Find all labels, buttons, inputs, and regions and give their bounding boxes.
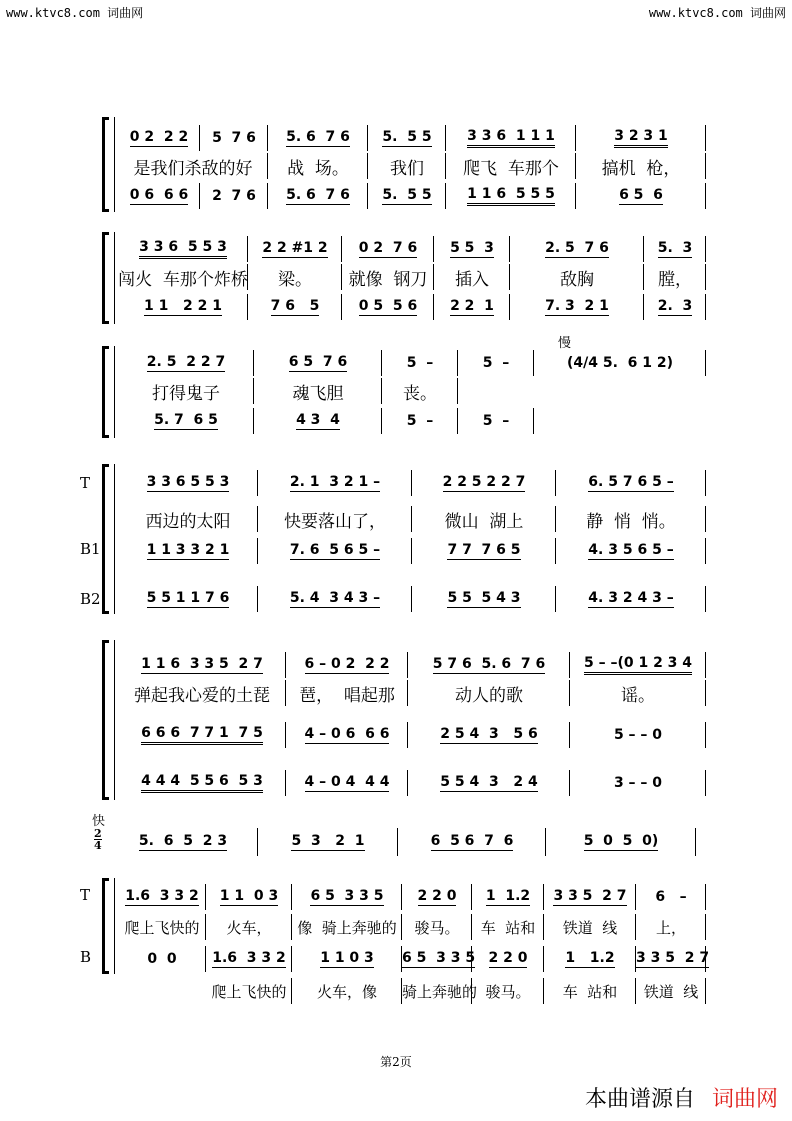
measure: 5 5 1 1 7 6	[118, 588, 258, 610]
lyric-measure: 梁。	[248, 266, 342, 288]
score-system-4	[80, 464, 708, 614]
measure: 3 3 6 1 1 1	[446, 127, 576, 149]
system-line	[114, 878, 115, 974]
measure: 5. 7 6 5	[118, 410, 254, 432]
notes-row	[118, 238, 708, 260]
measure: 6 5 6	[576, 185, 706, 207]
lyric-measure: 打得鬼子	[118, 380, 254, 402]
time-signature: 2 4	[94, 827, 102, 852]
measure: 0 5 5 6	[342, 296, 434, 318]
system-brace	[102, 640, 109, 800]
lyric-measure: 铁道 线	[544, 916, 636, 938]
voice-label-t: T	[80, 474, 91, 492]
measure: 5 –	[458, 410, 534, 432]
measure: 2 5 4 3 5 6	[408, 724, 570, 746]
notes-row	[118, 127, 708, 149]
system-brace	[102, 464, 109, 614]
notes-row	[118, 410, 708, 432]
brand-site-link[interactable]: 词曲网	[711, 1087, 778, 1112]
interlude-line	[90, 827, 708, 854]
lyric-measure: 上，	[636, 916, 706, 938]
measure: 1 1 0 3	[206, 886, 292, 908]
lyric-measure: 搞机 枪，	[576, 155, 706, 177]
voice-label-b1: B1	[80, 540, 101, 558]
measure: 6 5 3 3 5	[292, 886, 402, 908]
lyric-measure: 微山 湖上	[412, 508, 556, 530]
lyric-measure: 我们	[368, 155, 446, 177]
measure: 1 1 2 2 1	[118, 296, 248, 318]
lyric-measure: 敌胸	[510, 266, 644, 288]
lyrics-row	[118, 266, 708, 288]
measure: 0 2 7 6	[342, 238, 434, 260]
lyric-measure: 骑上奔驰的	[402, 980, 472, 1002]
lyric-measure: 车 站和	[544, 980, 636, 1002]
lyric-measure: 膛，	[644, 266, 706, 288]
measure: 5. 4 3 4 3 –	[258, 588, 412, 610]
lyric-measure: 插入	[434, 266, 510, 288]
measure: 2 2 #1 2	[248, 238, 342, 260]
lyrics-row	[118, 380, 708, 402]
page-number: 第2页	[380, 1055, 412, 1069]
system-brace	[102, 117, 109, 212]
lyric-measure: 爬飞 车那个	[446, 155, 576, 177]
measure: 5. 6 7 6	[268, 127, 368, 149]
measure: 2 2 5 2 2 7	[412, 472, 556, 494]
measure: 1 1 3 3 2 1	[118, 540, 258, 562]
measure: 2. 5 7 6	[510, 238, 644, 260]
measure: 2 2 1	[434, 296, 510, 318]
measure: 5. 3	[644, 238, 706, 260]
lyrics-row	[118, 916, 708, 938]
watermark-left: www.ktvc8.com 词曲网	[6, 6, 144, 20]
lyric-measure: 像 骑上奔驰的	[292, 916, 402, 938]
measure: 5 7 6	[200, 127, 268, 149]
notes-row	[118, 948, 708, 970]
measure: 6 5 3 3 5	[402, 948, 472, 970]
score-system-final	[80, 878, 710, 1001]
notes-row	[118, 654, 708, 676]
measure: (4/4 5. 6 1 2)	[534, 352, 706, 374]
measure: 0 6 6 6	[118, 185, 200, 207]
notes-row	[118, 352, 708, 374]
voice-label-t: T	[80, 886, 91, 904]
notes-row	[118, 724, 708, 746]
system-line	[114, 640, 115, 800]
lyric-measure: 西边的太阳	[118, 508, 258, 530]
measure: 1.6 3 3 2	[118, 886, 206, 908]
lyric-measure: 骏马。	[402, 916, 472, 938]
measure: 5. 5 5	[368, 185, 446, 207]
lyric-measure: 丧。	[382, 380, 458, 402]
lyric-measure: 战 场。	[268, 155, 368, 177]
notes-row	[118, 588, 708, 610]
measure: 4 – 0 4 4 4	[286, 772, 408, 794]
measure: 3 3 5 2 7	[544, 886, 636, 908]
source-brand	[585, 1082, 778, 1113]
lyrics-row	[118, 980, 708, 1002]
measure: 1 1.2	[472, 886, 544, 908]
measure: 0 2 2 2	[118, 127, 200, 149]
measure: 1 1 6 3 3 5 2 7	[118, 654, 286, 676]
score-system-1	[104, 117, 708, 212]
measure: 2 2 0	[402, 886, 472, 908]
measure: 6 – 0 2 2 2	[286, 654, 408, 676]
measure: 5 0 5 0)	[546, 830, 696, 854]
lyric-measure: 车 站和	[472, 916, 544, 938]
notes-row	[118, 185, 708, 207]
measure: 5 7 6 5. 6 7 6	[408, 654, 570, 676]
lyric-measure: 动人的歌	[408, 682, 570, 704]
measure: 6 5 6 7 6	[398, 830, 546, 854]
tempo-marking-fast: 快	[92, 814, 106, 829]
lyric-measure: 骏马。	[472, 980, 544, 1002]
lyric-measure: 谣。	[570, 682, 706, 704]
measure: 4 – 0 6 6 6	[286, 724, 408, 746]
measure: 2. 3	[644, 296, 706, 318]
measure: 3 2 3 1	[576, 127, 706, 149]
measure: 4. 3 5 6 5 –	[556, 540, 706, 562]
measure: 3 3 5 2 7	[636, 948, 706, 970]
measure: 2. 5 2 2 7	[118, 352, 254, 374]
watermark-right: www.ktvc8.com 词曲网	[648, 6, 786, 20]
lyric-measure: 琶， 唱起那	[286, 682, 408, 704]
measure: 5 3 2 1	[258, 830, 398, 854]
measure: 5 5 5 4 3	[412, 588, 556, 610]
measure: 1 1 6 5 5 5	[446, 185, 576, 207]
measure: 5 – – 0	[570, 724, 706, 746]
measure: 0 0	[118, 948, 206, 970]
measure: 6. 5 7 6 5 –	[556, 472, 706, 494]
score-system-2	[104, 232, 708, 324]
measure: 3 3 6 5 5 3	[118, 238, 248, 260]
lyric-measure: 火车，	[206, 916, 292, 938]
lyric-measure: 是我们杀敌的好	[118, 155, 268, 177]
lyric-measure: 火车，像	[292, 980, 402, 1002]
measure: 4 3 4	[254, 410, 382, 432]
measure: 2. 1 3 2 1 –	[258, 472, 412, 494]
measure: 7 7 7 6 5	[412, 540, 556, 562]
measure: 2 7 6	[200, 185, 268, 207]
measure: 4. 3 2 4 3 –	[556, 588, 706, 610]
measure: 6 –	[636, 886, 706, 908]
measure: 5 5 4 3 2 4	[408, 772, 570, 794]
system-brace	[102, 346, 109, 438]
measure: 5 –	[382, 352, 458, 374]
lyrics-row	[118, 682, 708, 704]
notes-row	[118, 886, 708, 908]
lyric-measure: 闯火 车那个炸桥	[118, 266, 248, 288]
measure: 5. 6 5 2 3	[108, 830, 258, 854]
measure: 7. 3 2 1	[510, 296, 644, 318]
measure: 5. 6 7 6	[268, 185, 368, 207]
voice-label-b: B	[80, 948, 92, 966]
lyrics-row	[118, 155, 708, 177]
measure: 7 6 5	[248, 296, 342, 318]
measure: 5. 5 5	[368, 127, 446, 149]
measure: 5 –	[458, 352, 534, 374]
brand-source-text: 本曲谱源自	[584, 1087, 695, 1112]
measure: 1 1.2	[544, 948, 636, 970]
score-system-3	[104, 346, 708, 438]
system-line	[114, 232, 115, 324]
measure: 2 2 0	[472, 948, 544, 970]
measure: 5 –	[382, 410, 458, 432]
measure: 1.6 3 3 2	[206, 948, 292, 970]
notes-row	[118, 472, 708, 494]
measure: 5 5 3	[434, 238, 510, 260]
measure: 6 6 6 7 7 1 7 5	[118, 724, 286, 746]
system-line	[114, 464, 115, 614]
system-line	[114, 117, 115, 212]
voice-label-b2: B2	[80, 590, 101, 608]
lyric-measure: 铁道 线	[636, 980, 706, 1002]
system-brace	[102, 232, 109, 324]
measure: 3 3 6 5 5 3	[118, 472, 258, 494]
notes-row	[118, 772, 708, 794]
system-brace	[102, 878, 109, 974]
lyric-measure: 就像 钢刀	[342, 266, 434, 288]
lyrics-row	[118, 508, 708, 530]
lyric-measure: 静 悄 悄。	[556, 508, 706, 530]
measure: 6 5 7 6	[254, 352, 382, 374]
lyric-measure: 爬上飞快的	[118, 916, 206, 938]
measure: 1 1 0 3	[292, 948, 402, 970]
lyric-measure: 快要落山了，	[258, 508, 412, 530]
measure: 4 4 4 5 5 6 5 3	[118, 772, 286, 794]
notes-row	[118, 540, 708, 562]
lyric-measure: 爬上飞快的	[206, 980, 292, 1002]
measure: 3 – – 0	[570, 772, 706, 794]
score-system-5	[104, 640, 708, 800]
tempo-marking-slow: 慢	[558, 336, 572, 351]
lyric-measure: 魂飞胆	[254, 380, 382, 402]
measure: 5 – –(0 1 2 3 4	[570, 654, 706, 676]
notes-row	[118, 296, 708, 318]
system-line	[114, 346, 115, 438]
lyric-measure: 弹起我心爱的土琵	[118, 682, 286, 704]
measure: 7. 6 5 6 5 –	[258, 540, 412, 562]
